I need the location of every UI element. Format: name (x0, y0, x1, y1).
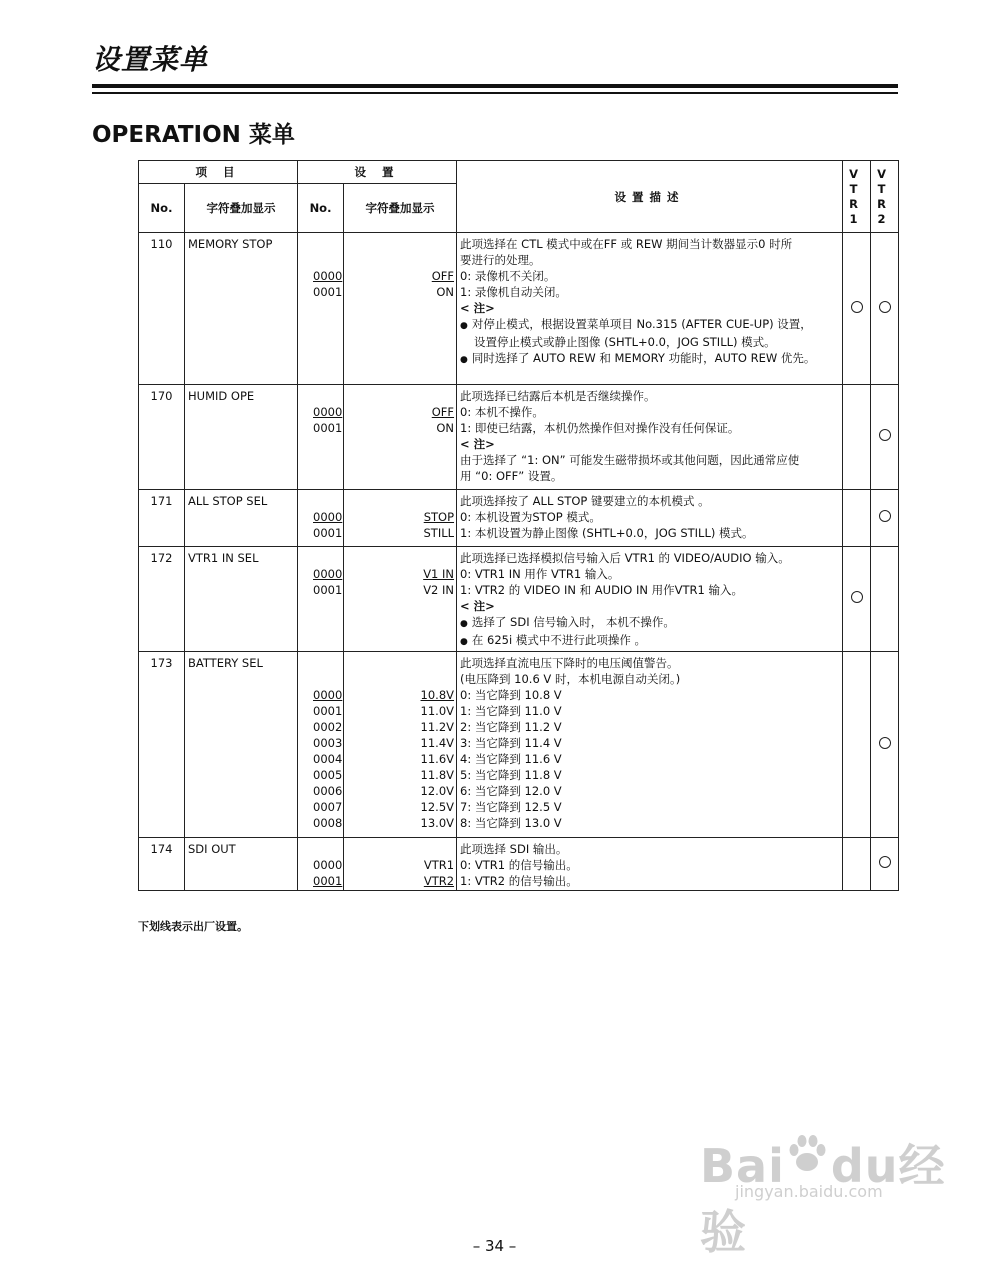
header-description: 设置描述 (457, 161, 843, 233)
desc-line: 此项选择按了 ALL STOP 键要建立的本机模式 。 (460, 494, 710, 508)
setting-osds (344, 490, 457, 547)
circle-mark-icon (879, 301, 891, 313)
setting-code: 0006 (313, 784, 343, 798)
header-vtr1-char: R (849, 196, 864, 211)
setting-code: 0000 (313, 567, 343, 581)
setting-osds (344, 547, 457, 652)
watermark-brand-2: du (830, 1139, 899, 1193)
desc-line: 1: 即使已结露，本机仍然操作但对操作没有任何保证。 (460, 421, 740, 435)
operation-menu-table (138, 160, 899, 891)
setting-code: 0001 (313, 704, 343, 718)
setting-code: 0005 (313, 768, 343, 782)
item-name: ALL STOP SEL (185, 490, 298, 547)
setting-osd: STOP (423, 510, 455, 524)
setting-description (457, 233, 843, 385)
desc-line: 1: 录像机自动关闭。 (460, 285, 567, 299)
desc-bullet: ● 对停止模式，根据设置菜单项目 No.315 (AFTER CUE-UP) 设置， (460, 316, 842, 334)
page-title: 设置菜单 (92, 43, 209, 76)
vtr2-mark (871, 233, 899, 385)
desc-line: 1: VTR2 的信号输出。 (460, 874, 578, 888)
header-setting-group: 设 置 (298, 161, 457, 184)
setting-osds (344, 838, 457, 891)
desc-line: 6: 当它降到 12.0 V (460, 784, 562, 798)
paw-icon (785, 1132, 829, 1176)
setting-codes (298, 385, 344, 490)
setting-codes (298, 490, 344, 547)
setting-code: 0000 (313, 688, 343, 702)
setting-osd: ON (436, 421, 455, 435)
desc-bullet: ● 在 625i 模式中不进行此项操作 。 (460, 632, 842, 650)
circle-mark-icon (879, 856, 891, 868)
footnote: 下划线表示出厂设置。 (138, 920, 248, 933)
item-name: HUMID OPE (185, 385, 298, 490)
setting-code: 0000 (313, 269, 343, 283)
header-vtr2 (871, 161, 899, 233)
item-name: SDI OUT (185, 838, 298, 891)
item-no: 173 (139, 652, 185, 838)
header-row-groups (139, 161, 899, 184)
header-setting-osd: 字符叠加显示 (344, 184, 457, 233)
item-no: 172 (139, 547, 185, 652)
watermark-brand: Bai (700, 1139, 785, 1193)
desc-line: 3: 当它降到 11.4 V (460, 736, 562, 750)
setting-osd: 11.0V (420, 704, 455, 718)
setting-osd: 11.4V (420, 736, 455, 750)
item-name: VTR1 IN SEL (185, 547, 298, 652)
setting-osd: ON (436, 285, 455, 299)
desc-line: 0: VTR1 的信号输出。 (460, 858, 578, 872)
setting-osd: 13.0V (420, 816, 455, 830)
setting-code: 0003 (313, 736, 343, 750)
vtr1-mark (843, 385, 871, 490)
circle-mark-icon (879, 737, 891, 749)
desc-note-label: < 注> (460, 599, 495, 613)
setting-code: 0001 (313, 874, 343, 888)
setting-osds (344, 652, 457, 838)
item-no: 110 (139, 233, 185, 385)
title-rule-thin (92, 92, 898, 94)
circle-mark-icon (879, 510, 891, 522)
setting-osd: 12.5V (420, 800, 455, 814)
desc-line: 7: 当它降到 12.5 V (460, 800, 562, 814)
setting-code: 0000 (313, 405, 343, 419)
setting-code: 0000 (313, 858, 343, 872)
item-no: 171 (139, 490, 185, 547)
vtr2-mark (871, 652, 899, 838)
desc-bullet: ● 选择了 SDI 信号输入时， 本机不操作。 (460, 614, 842, 632)
setting-description (457, 838, 843, 891)
setting-codes (298, 652, 344, 838)
setting-osd: 11.2V (420, 720, 455, 734)
item-no: 170 (139, 385, 185, 490)
setting-code: 0004 (313, 752, 343, 766)
setting-codes (298, 547, 344, 652)
setting-osd: OFF (431, 269, 455, 283)
desc-line: 1: 本机设置为静止图像 (SHTL+0.0，JOG STILL) 模式。 (460, 526, 754, 540)
header-item-osd: 字符叠加显示 (185, 184, 298, 233)
vtr1-mark (843, 838, 871, 891)
title-rule-thick (92, 84, 898, 88)
desc-line: 0: VTR1 IN 用作 VTR1 输入。 (460, 567, 620, 581)
header-item-group: 项 目 (139, 161, 298, 184)
setting-code: 0001 (313, 285, 343, 299)
desc-line: 由于选择了 “1: ON” 可能发生磁带损坏或其他问题，因此通常应使 (460, 453, 800, 467)
desc-line: (电压降到 10.6 V 时，本机电源自动关闭。) (460, 672, 681, 686)
setting-description (457, 490, 843, 547)
setting-code: 0001 (313, 526, 343, 540)
setting-osd: V2 IN (423, 583, 455, 597)
vtr1-mark (843, 547, 871, 652)
desc-note-label: < 注> (460, 301, 495, 315)
table-row (139, 490, 899, 547)
table-row (139, 385, 899, 490)
desc-line: 此项选择已选择模拟信号输入后 VTR1 的 VIDEO/AUDIO 输入。 (460, 551, 790, 565)
page-number: – 34 – (472, 1237, 517, 1255)
desc-line: 0: 本机不操作。 (460, 405, 544, 419)
table-row (139, 838, 899, 891)
desc-line: 0: 录像机不关闭。 (460, 269, 556, 283)
setting-code: 0007 (313, 800, 343, 814)
setting-osds (344, 233, 457, 385)
setting-osd: 10.8V (420, 688, 455, 702)
setting-osd: 11.6V (420, 752, 455, 766)
vtr1-mark (843, 490, 871, 547)
header-vtr2-char: R (877, 196, 892, 211)
setting-description (457, 547, 843, 652)
setting-codes (298, 838, 344, 891)
setting-code: 0000 (313, 510, 343, 524)
desc-line: 设置停止模式或静止图像 (SHTL+0.0，JOG STILL) 模式。 (474, 335, 776, 349)
header-vtr2-char: T (877, 181, 892, 196)
desc-line: 8: 当它降到 13.0 V (460, 816, 562, 830)
setting-code: 0008 (313, 816, 343, 830)
setting-code: 0001 (313, 421, 343, 435)
vtr2-mark (871, 385, 899, 490)
table-row (139, 652, 899, 838)
item-name: MEMORY STOP (185, 233, 298, 385)
setting-description (457, 652, 843, 838)
desc-line: 此项选择直流电压下降时的电压阈值警告。 (460, 656, 679, 670)
setting-osd: V1 IN (423, 567, 455, 581)
desc-line: 要进行的处理。 (460, 253, 541, 267)
watermark-brand-3: 经验 (700, 1139, 946, 1259)
desc-line: 1: VTR2 的 VIDEO IN 和 AUDIO IN 用作VTR1 输入。 (460, 583, 744, 597)
setting-osd: STILL (423, 526, 455, 540)
vtr2-mark (871, 838, 899, 891)
header-vtr1-char: V (849, 166, 864, 181)
desc-line: 此项选择 SDI 输出。 (460, 842, 568, 856)
desc-line: 2: 当它降到 11.2 V (460, 720, 562, 734)
setting-osd: OFF (431, 405, 455, 419)
vtr2-mark (871, 490, 899, 547)
circle-mark-icon (851, 591, 863, 603)
header-setting-no: No. (298, 184, 344, 233)
desc-line: 此项选择已结露后本机是否继续操作。 (460, 389, 656, 403)
setting-osds (344, 385, 457, 490)
vtr1-mark (843, 652, 871, 838)
setting-osd: VTR1 (423, 858, 455, 872)
circle-mark-icon (879, 429, 891, 441)
desc-line: 5: 当它降到 11.8 V (460, 768, 562, 782)
watermark-url: jingyan.baidu.com (735, 1182, 883, 1201)
setting-osd: 12.0V (420, 784, 455, 798)
table-row (139, 547, 899, 652)
setting-codes (298, 233, 344, 385)
item-no: 174 (139, 838, 185, 891)
setting-code: 0001 (313, 583, 343, 597)
desc-line: 用 “0: OFF” 设置。 (460, 469, 563, 483)
desc-bullet: ● 同时选择了 AUTO REW 和 MEMORY 功能时，AUTO REW 优先。 (460, 350, 842, 368)
desc-line: 0: 本机设置为STOP 模式。 (460, 510, 601, 524)
setting-code: 0002 (313, 720, 343, 734)
header-vtr1-char: T (849, 181, 864, 196)
desc-line: 此项选择在 CTL 模式中或在FF 或 REW 期间当计数器显示0 时所 (460, 237, 793, 251)
desc-note-label: < 注> (460, 437, 495, 451)
setting-osd: 11.8V (420, 768, 455, 782)
setting-osd: VTR2 (423, 874, 455, 888)
desc-line: 0: 当它降到 10.8 V (460, 688, 562, 702)
header-item-no: No. (139, 184, 185, 233)
header-vtr2-char: V (877, 166, 892, 181)
setting-description (457, 385, 843, 490)
header-vtr1 (843, 161, 871, 233)
vtr2-mark (871, 547, 899, 652)
section-title: OPERATION 菜单 (92, 122, 295, 148)
header-vtr1-char: 1 (849, 211, 864, 226)
header-vtr2-char: 2 (877, 211, 892, 226)
vtr1-mark (843, 233, 871, 385)
desc-line: 1: 当它降到 11.0 V (460, 704, 562, 718)
table-row (139, 233, 899, 385)
circle-mark-icon (851, 301, 863, 313)
desc-line: 4: 当它降到 11.6 V (460, 752, 562, 766)
item-name: BATTERY SEL (185, 652, 298, 838)
